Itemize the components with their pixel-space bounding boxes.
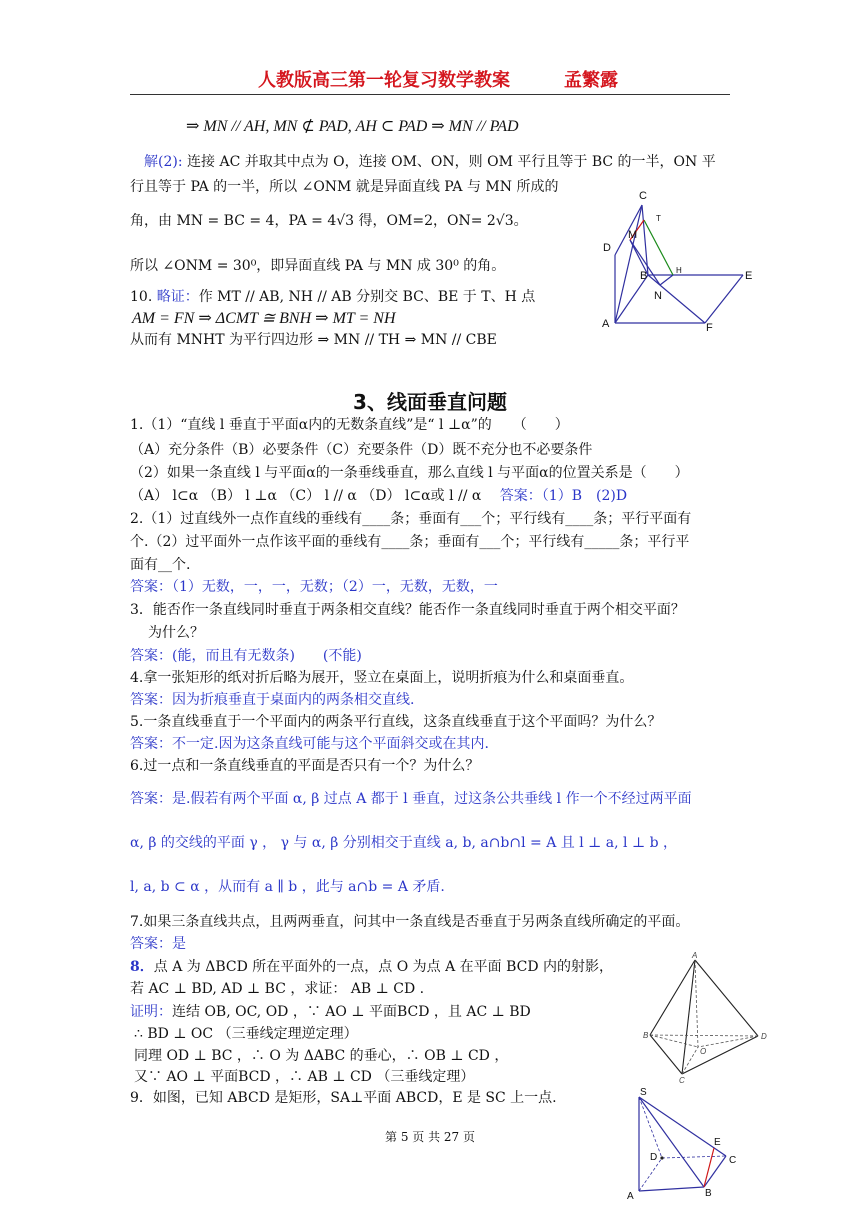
proof-line-1: ⇒ MN // AH, MN ⊄ PAD, AH ⊂ PAD ⇒ MN // PAD — [186, 118, 519, 135]
edge-BD — [650, 1035, 758, 1036]
label-F: F — [706, 322, 713, 334]
q6-text: 6.过一点和一条直线垂直的平面是否只有一个？为什么？ — [130, 758, 480, 774]
segment-NH — [660, 275, 673, 285]
solution-text-4: 所以 ∠ONM = 30⁰，即异面直线 PA 与 MN 成 30⁰ 的角。 — [130, 258, 506, 274]
q8-text-2: 若 AC ⊥ BD, AD ⊥ BC ，求证： AB ⊥ CD . — [130, 981, 425, 997]
figure-prism — [595, 185, 765, 335]
solution-text-3: 角，由 MN = BC = 4，PA = 4√3 得，OM=2，ON= 2√3。 — [130, 213, 528, 229]
label-D: D — [603, 242, 611, 254]
figure-tetrahedron — [640, 950, 770, 1085]
section-title: 3、线面垂直问题 — [353, 390, 507, 414]
edge-SC — [639, 1097, 726, 1156]
label-N: N — [654, 290, 662, 302]
header-title: 人教版高三第一轮复习数学教案 — [258, 70, 510, 91]
label-B: B — [643, 1031, 649, 1040]
label-O: O — [700, 1047, 707, 1056]
q8-text-1: 点 A 为 ΔBCD 所在平面外的一点，点 O 为点 A 在平面 BCD 内的射影， — [153, 959, 614, 975]
q1-line-2: （A）充分条件（B）必要条件（C）充要条件（D）既不充分也不必要条件 — [130, 442, 593, 458]
label-E: E — [714, 1137, 721, 1148]
label-A: A — [602, 318, 610, 330]
q2-answer: 答案：（1）无数，一，一，无数；（2）一，无数，无数，一 — [130, 579, 498, 595]
q2-line-1: 2.（1）过直线外一点作直线的垂线有____条；垂面有___个；平行线有____条；平行平面有 — [130, 511, 692, 527]
q8-proof-1: 连结 OB, OC, OD ，∵ AO ⊥ 平面BCD ，且 AC ⊥ BD — [172, 1004, 531, 1020]
segment-OD — [698, 1036, 758, 1047]
q5-text: 5.一条直线垂直于一个平面内的两条平行直线，这条直线垂直于这个平面吗？为什么？ — [130, 714, 662, 730]
label-D: D — [761, 1032, 767, 1041]
q4-answer: 答案：因为折痕垂直于桌面内的两条相交直线. — [130, 692, 415, 708]
edge-AD — [695, 960, 758, 1036]
q1-line-1: 1.（1）“直线 l 垂直于平面α内的无数条直线”是“ l ⊥α”的 （ ） — [130, 417, 569, 433]
q7-text: 7.如果三条直线共点，且两两垂直，问其中一条直线是否垂直于另两条直线所确定的平面。 — [130, 914, 690, 930]
edge-BC — [704, 1156, 726, 1187]
q7-answer: 答案：是 — [130, 936, 186, 952]
label-A: A — [627, 1191, 634, 1202]
solution-label: 解(2): — [144, 154, 183, 170]
q10-proof-1: AM = FN ⇒ ΔCMT ≅ BNH ⇒ MT = NH — [132, 310, 396, 327]
q5-answer: 答案：不一定.因为这条直线可能与这个平面斜交或在其内. — [130, 736, 489, 752]
label-B: B — [705, 1188, 712, 1199]
label-C: C — [729, 1155, 737, 1166]
page-header — [130, 64, 730, 95]
q8-proof-4: 又∵ AO ⊥ 平面BCD ，∴ AB ⊥ CD （三垂线定理） — [134, 1069, 475, 1085]
header-author: 孟繁露 — [564, 70, 618, 91]
label-H: H — [676, 266, 682, 275]
segment-AO — [695, 960, 698, 1047]
label-M: M — [628, 229, 638, 241]
q10-text: 作 MT // AB, NH // AB 分别交 BC、BE 于 T、H 点 — [198, 289, 536, 305]
edge-AB — [639, 1187, 704, 1191]
q2-line-2: 个.（2）过平面外一点作该平面的垂线有____条；垂面有___个；平行线有_____条；平行平 — [130, 534, 690, 550]
edge-EF — [705, 275, 743, 323]
q9-text: 9．如图，已知 ABCD 是矩形，SA⊥平面 ABCD，E 是 SC 上一点. — [130, 1090, 557, 1106]
q6-answer-3: l, a, b ⊂ α ，从而有 a ∥ b ，此与 a∩b = A 矛盾. — [130, 879, 445, 895]
label-C: C — [639, 190, 647, 202]
segment-BE — [704, 1148, 714, 1187]
label-C: C — [679, 1076, 685, 1085]
label-D: D — [650, 1152, 658, 1163]
q3-line-2: 为什么？ — [148, 625, 204, 641]
edge-CA — [615, 205, 642, 323]
q6-answer-1: 答案：是.假若有两个平面 α, β 过点 A 都于 l 垂直，过这条公共垂线 l 作一个不经过两平面 — [130, 791, 692, 807]
q3-answer: 答案：(能，而且有无数条) (不能) — [130, 648, 362, 664]
q8-proof-label: 证明： — [130, 1004, 172, 1020]
q2-line-3: 面有__个. — [130, 557, 191, 573]
q8-number: 8． — [130, 959, 154, 975]
solution-text-1: 连接 AC 并取其中点为 O，连接 OM、ON，则 OM 平行且等于 BC 的一半，ON 平 — [182, 154, 716, 170]
q6-answer-2: α, β 的交线的平面 γ ， γ 与 α, β 分别相交于直线 a, b, a∩b∩l = A 且 l ⊥ a, l ⊥ b ， — [130, 835, 677, 851]
q1-line-3: （2）如果一条直线 l 与平面α的一条垂线垂直，那么直线 l 与平面α的位置关系是（ ） — [130, 465, 689, 481]
edge-BC — [650, 1035, 682, 1074]
label-T: T — [656, 214, 661, 223]
label-E: E — [745, 270, 753, 282]
q1-options: （A） l⊂α （B） l ⊥α （C） l // α （D） l⊂α或 l // α — [130, 488, 482, 504]
edge-DC — [662, 1156, 726, 1158]
page-footer: 第 5 页 共 27 页 — [385, 1130, 475, 1144]
q10-label: 略证： — [156, 289, 199, 305]
q3-line-1: 3．能否作一条直线同时垂直于两条相交直线？能否作一条直线同时垂直于两个相交平面？ — [130, 602, 685, 618]
label-S: S — [640, 1087, 647, 1098]
label-A: A — [692, 951, 698, 960]
q10-proof-2: 从而有 MNHT 为平行四边形 ⇒ MN // TH ⇒ MN // CBE — [130, 332, 497, 348]
point-D — [660, 1156, 663, 1159]
q8-proof-3: 同理 OD ⊥ BC ，∴ O 为 ΔABC 的垂心，∴ OB ⊥ CD ， — [134, 1048, 509, 1064]
q4-text: 4.拿一张矩形的纸对折后略为展开，竖立在桌面上，说明折痕为什么和桌面垂直。 — [130, 670, 634, 686]
q8-proof-2: ∴ BD ⊥ OC （三垂线定理逆定理） — [134, 1026, 358, 1042]
q10-number: 10. — [130, 289, 153, 305]
figure-pyramid — [622, 1085, 752, 1205]
solution-text-2: 行且等于 PA 的一半，所以 ∠ONM 就是异面直线 PA 与 MN 所成的 — [130, 179, 559, 195]
label-B: B — [640, 270, 648, 282]
edge-AC — [682, 960, 695, 1074]
q1-answer: 答案：（1）B (2)D — [499, 488, 628, 504]
segment-OB — [650, 1035, 698, 1047]
